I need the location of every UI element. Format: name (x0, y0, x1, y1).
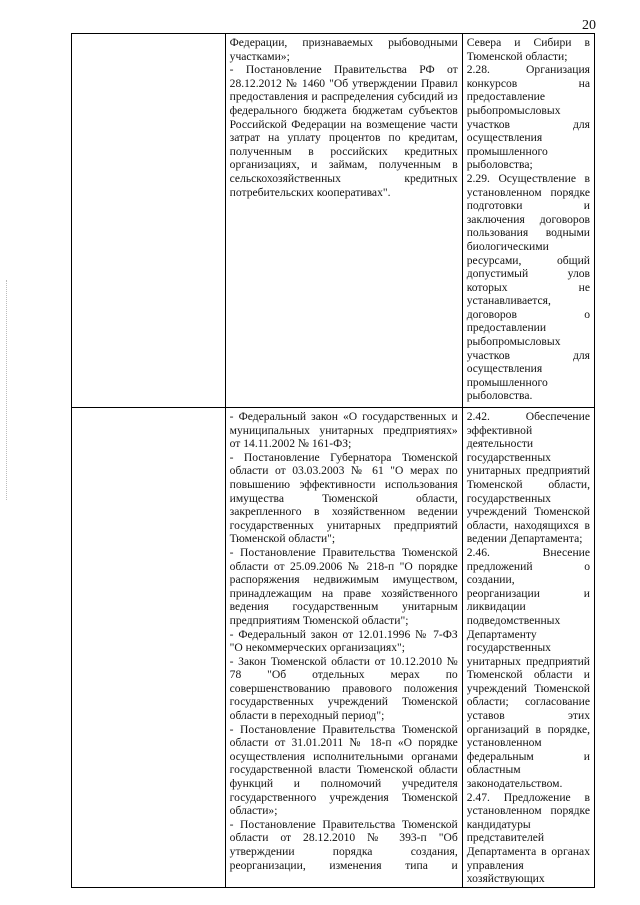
function-item: 2.42. Обеспечение эффективной деятельности государственных унитарных предприятий Тюменской области, государственных учреждений Тюменской области, находящихся в ведении Департамента; (466, 410, 590, 546)
function-item: 2.46. Внесение предложений о создании, реорганизации и ликвидации подведомственных Департаменту государственных унитарных предприятий Тюменской области и учреждений Тюменской области; согласование уставов этих организаций в порядке, установленном федеральным и областным законодательством. (466, 545, 590, 791)
legal-basis-cell (225, 34, 462, 408)
legal-item: - Федеральный закон от 12.01.1996 № 7-ФЗ "О некоммерческих организациях"; (229, 627, 458, 655)
table-row (72, 408, 595, 888)
table-row (72, 34, 595, 408)
legal-item: Федерации, признаваемых рыбоводными участками»; (229, 36, 458, 63)
legal-item: - Постановление Правительства Тюменской области от 31.01.2011 № 18-п «О порядке осуществления исполнительными органами государственной власти Тюменской области функций и полномочий учредителя государственного учреждения Тюменской области»; (229, 722, 458, 818)
function-item: 2.47. Предложение в установленном порядке кандидатуры представителей Департамента в органах управления хозяйствующих (466, 790, 590, 886)
function-item: 2.29. Осуществление в установленном порядке подготовки и заключения договоров пользования водными биологическими ресурсами, общий допустимый улов которых не устанавливается, договоров о предоставлении рыбопромысловых участков для осуществления промышленного рыболовства. (466, 171, 590, 403)
function-item: 2.28. Организация конкурсов на предоставление рыбопромысловых участков для осуществления промышленного рыболовства; (466, 63, 590, 172)
function-cell (462, 408, 594, 888)
legal-item: - Федеральный закон «О государственных и муниципальных унитарных предприятиях» от 14.11.2002 № 161-ФЗ; (229, 410, 458, 451)
legal-item: - Закон Тюменской области от 10.12.2010 № 78 "Об отдельных мерах по совершенствованию правового положения государственных учреждений Тюменской области в переходный период"; (229, 654, 458, 723)
page-number: 20 (582, 18, 596, 33)
binding-margin-marks (6, 280, 8, 500)
legal-item: - Постановление Правительства РФ от 28.12.2012 № 1460 "Об утверждении Правил предоставления и распределения субсидий из федерального бюджета бюджетам субъектов Российской Федерации на возмещение части затрат на уплату процентов по кредитам, полученным в российских кредитных организациях, и займам, полученным в сельскохозяйственных кредитных потребительских кооперативах". (229, 63, 458, 199)
table-cell-empty (72, 34, 226, 408)
table-cell-empty (72, 408, 226, 888)
functions-table (71, 33, 595, 888)
legal-basis-cell (225, 408, 462, 888)
legal-item: - Постановление Правительства Тюменской области от 28.12.2010 № 393-п "Об утверждении порядка создания, реорганизации, изменения типа и (229, 817, 458, 872)
function-item: Севера и Сибири в Тюменской области; (466, 36, 590, 63)
function-cell (462, 34, 594, 408)
legal-item: - Постановление Правительства Тюменской области от 25.09.2006 № 218-п "О порядке распоряжения недвижимым имуществом, принадлежащим на праве хозяйственного ведения государственным унитарным предприятиям Тюменской области"; (229, 545, 458, 627)
legal-item: - Постановление Губернатора Тюменской области от 03.03.2003 № 61 "О мерах по повышению эффективности использования имущества Тюменской области, закрепленного в хозяйственном ведении государственных унитарных предприятий Тюменской области"; (229, 450, 458, 546)
